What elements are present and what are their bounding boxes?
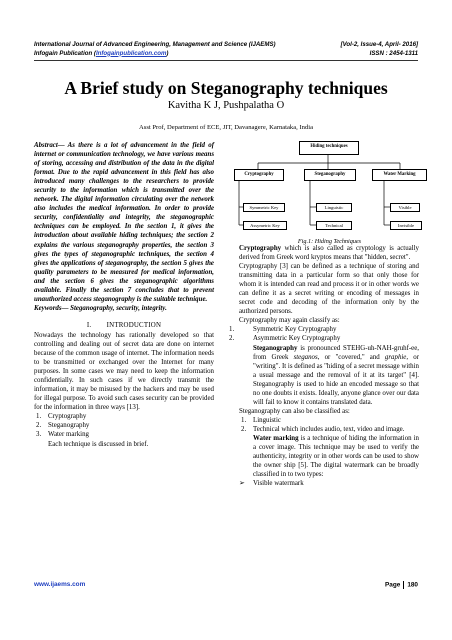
figure-caption: Fig.1: Hiding Techniques <box>297 238 362 245</box>
left-column <box>34 141 214 449</box>
figure-leaf: Assymetric Key <box>243 221 287 230</box>
figure-node-watermarking: Water Marking <box>372 169 427 181</box>
right-column <box>229 244 419 488</box>
header-divider <box>34 60 418 61</box>
list-item: 1. Symmetric Key Cryptography <box>229 326 337 334</box>
watermarking-definition: Water marking is a technique of hiding the information in a cover image. This technique may be used to verify the authenticity, integrity or in other words can be used to show the owner ship [5]. The digital watermark can be broadly classified in to two types: <box>253 434 419 479</box>
figure-node-cryptography: Cryptography <box>234 169 284 181</box>
list-item: 1. Linguistic <box>241 416 281 424</box>
security-methods-list <box>34 412 214 439</box>
intro-closing: Each technique is discussed in brief. <box>48 440 149 448</box>
page-footer <box>34 581 418 589</box>
list-item: 2. Technical which includes audio, text, video and image. <box>241 425 405 433</box>
figure-leaf: Visible <box>390 203 420 212</box>
figure-leaf: Linguistic <box>316 203 352 212</box>
publisher: Infogain Publication (Infogainpublication.com) <box>34 49 169 57</box>
cryptography-intro: Cryptography which is also called as cryptology is actually derived from Greek word kryptos means that "hidden, secret". <box>239 245 419 262</box>
cryptography-definition: Cryptography [3] can be defined as a technique of storing and transmitting data in a particular form so that only those for whom it is intended can read and process it or in other words we can define it as a secret writing or encoding of messages in secret code and decoding of the information only by the authorized persons. <box>239 263 419 316</box>
cryptography-types-list <box>229 325 419 343</box>
figure-leaf: Technical <box>316 221 352 230</box>
paper-title: A Brief study on Steganography techniques <box>64 78 388 98</box>
footer-site-link[interactable]: www.ijaems.com <box>34 581 86 588</box>
paper-affiliation: Asst Prof, Department of ECE, JIT, Davanagere, Karnataka, India <box>139 124 313 131</box>
steganography-types-list <box>239 416 419 434</box>
steganography-classify: Steganography can also be classified as: <box>239 407 350 415</box>
figure-leaf: Symmetric Key <box>243 203 285 212</box>
keywords: Keywords— Steganography, security, integrity. <box>34 304 167 312</box>
intro-paragraph: Nowadays the technology has rationally developed so that controlling and dealing out of secret data are done on internet because of the common usage of internet. The information needs to be transmitted or exchanged over the Internet for many purposes. In some cases we may need to keep the information confidentially. In such cases if we directly transmit the information, it may be misused by the hackers and may be used for illegal purpose. To avoid such cases security can be provided for the information in three ways [13]. <box>34 331 214 412</box>
paper-authors: Kavitha K J, Pushpalatha O <box>167 100 285 111</box>
steganography-definition: Steganography is pronounced STEHG-uh-NAH-gruhf-ee, from Greek steganos, or "covered," and graphie, or "writing". It is defined as "hiding of a secret message within a usual message and the removal of it at its target" [4]. Steganography is used to hide an encoded message so that no one doubts it exists. Ideally, anyone glance over our data will fail to know it contains translated data. <box>253 344 419 406</box>
section-heading-introduction: I. INTRODUCTION <box>86 321 162 329</box>
volume-info: [Vol-2, Issue-4, April- 2016] <box>340 41 418 48</box>
journal-header <box>34 41 418 58</box>
figure-root-node: Hiding techniques <box>299 141 359 155</box>
hiding-techniques-figure <box>232 138 427 244</box>
figure-node-steganography: Steganography <box>304 169 356 181</box>
publisher-link[interactable]: Infogainpublication.com <box>95 49 167 57</box>
list-item: 1. Cryptography <box>36 413 87 421</box>
abstract: Abstract— As there is a lot of advancement in the field of internet or communication technology, we have various means of storing, accessing and distribution of the data in the digital format. Due to the rapid advancement in this field has also introduced many challenges to the researchers to provide security to the information which is transmitted over the network. The digital information circulating over the network also includes the medical information. In order to provide security, confidentiality and integrity, the steganographic techniques can be employed. In the section 1, it gives the introduction about available hiding techniques; the section 2 explains the various steganography properties, the section 3 gives the types of steganographic techniques, the section 4 gives the applications of steganography, the section 5 gives the quality parameters to be measured for medical information, and the section 6 gives the steganographic algorithms available. Finally the section 7 concludes that to prevent unauthorized access steganography is the suitable technique. <box>34 142 214 303</box>
list-item: 2. Steganography <box>36 422 90 430</box>
visible-watermark-item: ➢ Visible watermark <box>239 480 304 488</box>
list-item: 3. Water marking <box>36 431 89 439</box>
page-number: Page 180 <box>385 581 418 589</box>
cryptography-classify: Cryptography may again classify as: <box>239 317 340 325</box>
bullet-icon: ➢ <box>239 480 245 488</box>
issn: ISSN : 2454-1311 <box>369 49 418 57</box>
figure-leaf: Invisible <box>390 221 422 230</box>
journal-name: International Journal of Advanced Engineering, Management and Science (IJAEMS) <box>34 41 276 48</box>
list-item: 2. Asymmetric Key Cryptography <box>229 335 341 343</box>
